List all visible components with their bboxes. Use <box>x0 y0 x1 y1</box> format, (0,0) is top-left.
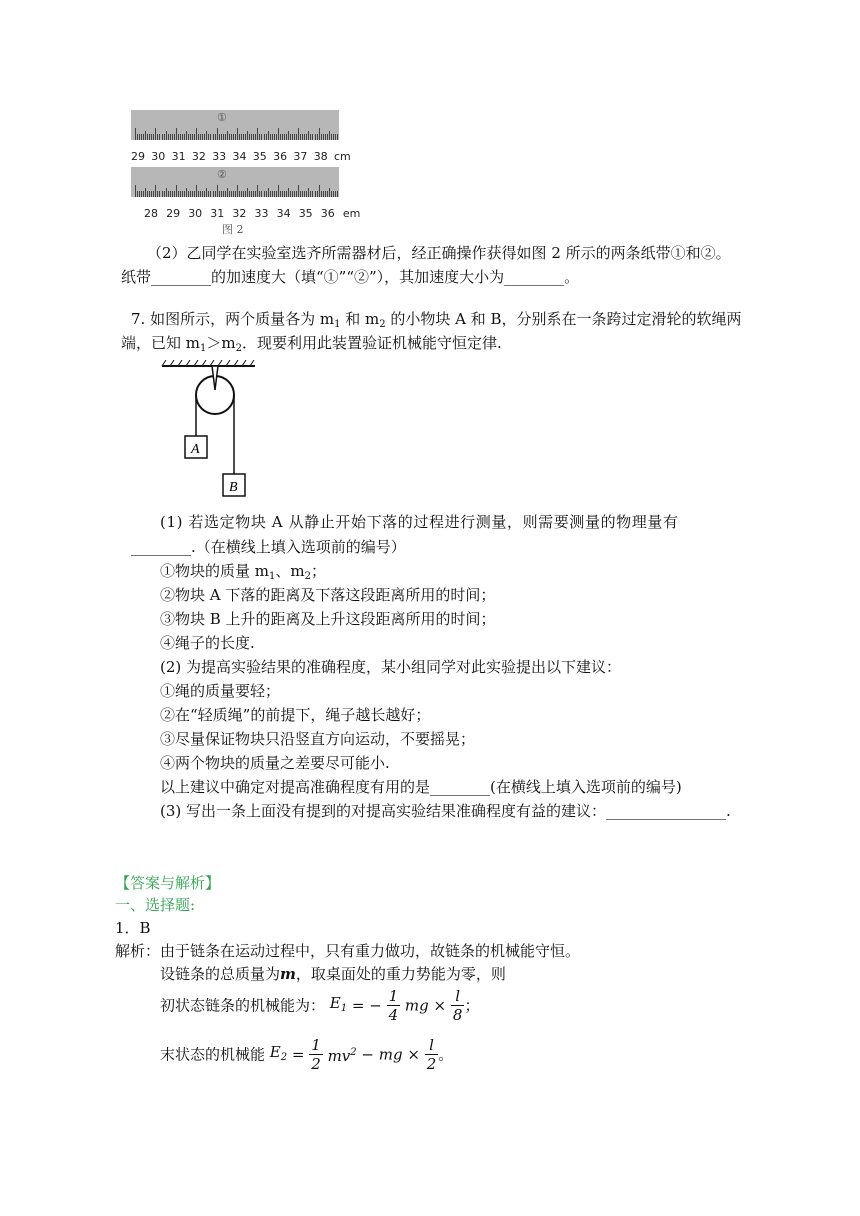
ruler-tick <box>219 191 220 197</box>
ruler-tick <box>315 191 316 197</box>
ruler-tick <box>200 134 201 140</box>
ruler-tick <box>266 191 267 197</box>
scale-label: 29 <box>131 150 145 163</box>
ruler-tick <box>310 134 311 140</box>
ruler-tick <box>282 191 283 197</box>
answer-item-1: 1．B <box>115 919 151 937</box>
initial-energy-formula: 初状态链条的机械能为： $E_1$ = − $\frac{1}{4}$ mg × $\frac{l}{8}$ ； <box>160 987 480 1024</box>
ruler-tick <box>139 191 140 197</box>
ruler-tick <box>235 191 236 197</box>
scale-label: 31 <box>171 150 186 163</box>
ruler-tick <box>221 191 222 197</box>
ruler-tick <box>264 191 265 197</box>
ruler-tick <box>147 134 148 140</box>
ruler-tick <box>190 191 191 197</box>
ruler-tick <box>162 134 163 140</box>
scale-label: 38 <box>313 150 328 163</box>
ruler-tick <box>210 134 211 140</box>
ruler-tick <box>272 134 273 140</box>
ruler-tick <box>137 191 138 197</box>
ruler-tick <box>302 134 303 140</box>
ruler-tick <box>143 134 144 140</box>
ruler-tick <box>215 134 216 140</box>
scale-label: 34 <box>232 150 247 163</box>
ruler-tick <box>243 191 244 197</box>
ruler-tick <box>141 134 142 140</box>
ruler-tick <box>182 191 183 197</box>
ruler-tick <box>274 191 275 197</box>
ruler-tick <box>247 188 248 197</box>
scale-label: 28 <box>144 207 158 220</box>
tape-1-label: ① <box>217 111 227 124</box>
q7-option-1: ①物块的质量 $m_1$、$m_2$； <box>160 562 326 582</box>
ruler-tick <box>231 191 232 197</box>
q7-suggestion-1: ①绳的质量要轻； <box>160 682 281 700</box>
ruler-tick <box>235 134 236 140</box>
ruler-tick <box>253 191 254 197</box>
ruler-tick <box>186 131 187 140</box>
ruler-tick <box>257 128 258 140</box>
tape-2-scale <box>131 207 361 221</box>
ruler-tick <box>284 134 285 140</box>
ruler-tick <box>202 134 203 140</box>
scale-label: em <box>342 207 361 220</box>
ruler-tick <box>249 134 250 140</box>
ruler-tick <box>151 191 152 197</box>
ruler-tick <box>253 134 254 140</box>
ruler-tick <box>288 188 289 197</box>
scale-label: 31 <box>210 207 225 220</box>
ruler-tick <box>280 191 281 197</box>
ruler-tick <box>276 134 277 140</box>
ruler-tick <box>157 191 158 197</box>
ruler-tick <box>137 134 138 140</box>
ruler-tick <box>294 134 295 140</box>
ruler-tick <box>166 131 167 140</box>
ruler-tick <box>323 191 324 197</box>
ruler-tick <box>151 134 152 140</box>
q7-part3: (3) 写出一条上面没有提到的对提高实验结果准确程度有益的建议：________________. <box>160 802 731 820</box>
ruler-tick <box>149 134 150 140</box>
ruler-tick <box>331 134 332 140</box>
q7-part2-line1: (2) 为提高实验结果的准确程度，某小组同学对此实验提出以下建议： <box>160 658 622 676</box>
ruler-tick <box>335 134 336 140</box>
answers-header: 【答案与解析】 <box>115 874 221 892</box>
ruler-tick <box>198 191 199 197</box>
ruler-tick <box>270 134 271 140</box>
ruler-tick <box>145 131 146 140</box>
ruler-tick <box>164 191 165 197</box>
ruler-tick <box>233 134 234 140</box>
q7-option-2: ②物块 A 下落的距离及下落这段距离所用的时间； <box>160 586 496 604</box>
ruler-tick <box>229 191 230 197</box>
ruler-tick <box>180 191 181 197</box>
tape-2-label: ② <box>217 168 227 181</box>
ruler-tick <box>145 188 146 197</box>
ruler-tick <box>202 191 203 197</box>
ruler-tick <box>208 134 209 140</box>
ruler-tick <box>323 134 324 140</box>
ruler-tick <box>147 191 148 197</box>
ruler-tick <box>239 134 240 140</box>
ruler-tick <box>176 185 177 197</box>
ruler-tick <box>329 188 330 197</box>
ruler-tick <box>168 134 169 140</box>
ruler-tick <box>155 128 156 140</box>
ruler-tick <box>286 134 287 140</box>
ruler-tick <box>300 191 301 197</box>
ruler-tick <box>325 191 326 197</box>
ruler-tick <box>276 191 277 197</box>
ruler-tick <box>333 191 334 197</box>
scale-label: 33 <box>212 150 227 163</box>
ruler-tick <box>270 191 271 197</box>
ruler-tick <box>172 134 173 140</box>
ruler-tick <box>239 191 240 197</box>
ruler-tick <box>227 131 228 140</box>
ruler-tick <box>335 191 336 197</box>
ruler-tick <box>264 134 265 140</box>
ruler-tick <box>184 134 185 140</box>
ruler-tick <box>188 191 189 197</box>
scale-label: 37 <box>293 150 308 163</box>
ruler-tick <box>225 191 226 197</box>
ruler-tick <box>210 191 211 197</box>
ruler-tick <box>284 191 285 197</box>
ruler-tick <box>319 128 320 140</box>
ruler-tick <box>296 134 297 140</box>
ruler-tick <box>272 191 273 197</box>
ruler-tick <box>227 188 228 197</box>
ruler-tick <box>143 191 144 197</box>
ruler-tick <box>304 191 305 197</box>
ruler-tick <box>286 191 287 197</box>
ruler-tick <box>278 128 279 140</box>
ruler-tick <box>298 185 299 197</box>
answer-analysis: 解析：由于链条在运动过程中，只有重力做功，故链条的机械能守恒。 <box>115 942 581 960</box>
ruler-tick <box>302 191 303 197</box>
ruler-tick <box>249 191 250 197</box>
ruler-tick <box>157 134 158 140</box>
ruler-tick <box>237 185 238 197</box>
block-a-label: A <box>191 442 200 457</box>
scale-label: 33 <box>254 207 269 220</box>
q7-suggestion-2: ②在“轻质绳”的前提下，绳子越长越好； <box>160 706 431 724</box>
ruler-tick <box>213 191 214 197</box>
ruler-tick <box>200 191 201 197</box>
ruler-tick <box>190 134 191 140</box>
scale-label: 30 <box>188 207 203 220</box>
ruler-tick <box>280 134 281 140</box>
ruler-tick <box>261 191 262 197</box>
scale-label: 30 <box>151 150 166 163</box>
ruler-tick <box>266 134 267 140</box>
ruler-tick <box>268 188 269 197</box>
ruler-tick <box>204 134 205 140</box>
ruler-tick <box>255 134 256 140</box>
ruler-tick <box>331 191 332 197</box>
ruler-tick <box>245 134 246 140</box>
ruler-tick <box>172 191 173 197</box>
ruler-tick <box>317 134 318 140</box>
ruler-tick <box>255 191 256 197</box>
ruler-tick <box>325 134 326 140</box>
ruler-tick <box>329 131 330 140</box>
ruler-tick <box>310 191 311 197</box>
scale-label: 36 <box>320 207 335 220</box>
ruler-tick <box>215 191 216 197</box>
ruler-tick <box>204 191 205 197</box>
ruler-tick <box>259 191 260 197</box>
ruler-tick <box>292 191 293 197</box>
ruler-tick <box>261 134 262 140</box>
ruler-tick <box>237 128 238 140</box>
ruler-tick <box>221 134 222 140</box>
ruler-tick <box>164 134 165 140</box>
ruler-tick <box>188 134 189 140</box>
ruler-tick <box>174 134 175 140</box>
ruler-tick <box>288 131 289 140</box>
ruler-tick <box>321 191 322 197</box>
paper-tape-2 <box>131 167 339 197</box>
ruler-tick <box>251 134 252 140</box>
ruler-tick <box>306 134 307 140</box>
ruler-tick <box>223 134 224 140</box>
ruler-tick <box>312 134 313 140</box>
pulley-diagram <box>160 360 260 500</box>
ruler-tick <box>170 134 171 140</box>
ruler-tick <box>337 134 338 140</box>
ruler-tick <box>178 191 179 197</box>
figure-2-caption: 图 2 <box>222 223 244 236</box>
scale-label: 36 <box>273 150 288 163</box>
ruler-tick <box>306 191 307 197</box>
ruler-tick <box>333 134 334 140</box>
ruler-tick <box>223 191 224 197</box>
ruler-tick <box>243 134 244 140</box>
ruler-tick <box>153 134 154 140</box>
scale-label: 32 <box>232 207 247 220</box>
ruler-tick <box>196 128 197 140</box>
q7-stem-line2: 端，已知 $m_1>m_2$．现要利用此装置验证机械能守恒定律. <box>121 334 502 354</box>
ruler-tick <box>245 191 246 197</box>
ruler-tick <box>159 134 160 140</box>
ruler-tick <box>186 188 187 197</box>
ruler-tick <box>184 191 185 197</box>
paper-tape-1 <box>131 110 339 140</box>
q7-stem-line1: 7. 如图所示，两个质量各为 $m_1$ 和 $m_2$ 的小物块 A 和 B，分别系在一条跨过定滑轮的软绳两 <box>131 310 742 330</box>
ruler-tick <box>192 191 193 197</box>
q7-suggestion-3: ③尽量保证物块只沿竖直方向运动，不要摇晃； <box>160 730 476 748</box>
ruler-tick <box>170 191 171 197</box>
ruler-tick <box>208 191 209 197</box>
ruler-tick <box>268 131 269 140</box>
ruler-tick <box>251 191 252 197</box>
q6-part2-line2: 纸带________的加速度大（填“①”“②”），其加速度大小为________。 <box>121 268 580 286</box>
ruler-tick <box>196 185 197 197</box>
ruler-tick <box>178 134 179 140</box>
ruler-tick <box>274 134 275 140</box>
ruler-tick <box>257 185 258 197</box>
ruler-tick <box>300 134 301 140</box>
block-b-label: B <box>229 480 238 495</box>
ruler-tick <box>294 191 295 197</box>
ruler-tick <box>182 134 183 140</box>
ruler-tick <box>225 134 226 140</box>
ruler-tick <box>290 134 291 140</box>
ruler-tick <box>219 134 220 140</box>
ruler-tick <box>166 188 167 197</box>
ruler-tick <box>141 191 142 197</box>
ruler-tick <box>296 191 297 197</box>
ruler-tick <box>176 128 177 140</box>
ruler-tick <box>290 191 291 197</box>
scale-label: 29 <box>166 207 181 220</box>
ruler-tick <box>231 134 232 140</box>
ruler-tick <box>192 134 193 140</box>
scale-label: 35 <box>298 207 313 220</box>
ruler-tick <box>241 191 242 197</box>
ruler-tick <box>162 191 163 197</box>
ruler-tick <box>259 134 260 140</box>
ruler-tick <box>327 191 328 197</box>
scale-label: 32 <box>191 150 206 163</box>
ruler-tick <box>149 191 150 197</box>
ruler-tick <box>308 188 309 197</box>
ruler-tick <box>308 131 309 140</box>
scale-label: cm <box>334 150 351 163</box>
ruler-tick <box>278 185 279 197</box>
ruler-tick <box>139 134 140 140</box>
ruler-tick <box>233 191 234 197</box>
ruler-tick <box>321 134 322 140</box>
final-energy-formula: 末状态的机械能 $E_2$ = $\frac{1}{2}$ $mv^2$ − mg × $\frac{l}{2}$ 。 <box>160 1036 454 1073</box>
ruler-tick <box>194 134 195 140</box>
q7-option-3: ③物块 B 上升的距离及上升这段距离所用的时间； <box>160 610 496 628</box>
ruler-tick <box>198 134 199 140</box>
ruler-tick <box>298 128 299 140</box>
ruler-tick <box>327 134 328 140</box>
answers-section-title: 一、选择题: <box>115 896 196 914</box>
answer-set-mass: 设链条的总质量为m，取桌面处的重力势能为零，则 <box>160 965 506 983</box>
ruler-tick <box>159 191 160 197</box>
ruler-tick <box>282 134 283 140</box>
q7-part2-answer: 以上建议中确定对提高准确程度有用的是________(在横线上填入选项前的编号) <box>160 778 682 796</box>
ruler-tick <box>319 185 320 197</box>
ruler-tick <box>337 191 338 197</box>
ruler-tick <box>153 191 154 197</box>
ruler-tick <box>229 134 230 140</box>
tape-1-scale <box>131 150 351 164</box>
ruler-tick <box>135 128 136 140</box>
ruler-tick <box>180 134 181 140</box>
ruler-tick <box>206 188 207 197</box>
ruler-tick <box>155 185 156 197</box>
q7-option-4: ④绳子的长度. <box>160 634 255 652</box>
q7-part1-line2: ________.（在横线上填入选项前的编号） <box>131 538 406 556</box>
ruler-tick <box>174 191 175 197</box>
ruler-tick <box>217 128 218 140</box>
ruler-tick <box>247 131 248 140</box>
ruler-tick <box>304 134 305 140</box>
ruler-tick <box>315 134 316 140</box>
ruler-tick <box>213 134 214 140</box>
q7-suggestion-4: ④两个物块的质量之差要尽可能小. <box>160 754 390 772</box>
ruler-tick <box>135 185 136 197</box>
ruler-tick <box>317 191 318 197</box>
scale-label: 34 <box>276 207 291 220</box>
ruler-tick <box>206 131 207 140</box>
ruler-tick <box>217 185 218 197</box>
ruler-tick <box>194 191 195 197</box>
ruler-tick <box>168 191 169 197</box>
q7-part1-line1: (1) 若选定物块 A 从静止开始下落的过程进行测量，则需要测量的物理量有 <box>160 513 679 531</box>
ruler-tick <box>241 134 242 140</box>
ruler-tick <box>312 191 313 197</box>
ruler-tick <box>292 134 293 140</box>
q6-part2-line1: （2）乙同学在实验室选齐所需器材后，经正确操作获得如图 2 所示的两条纸带①和②。 <box>147 244 731 262</box>
scale-label: 35 <box>252 150 267 163</box>
